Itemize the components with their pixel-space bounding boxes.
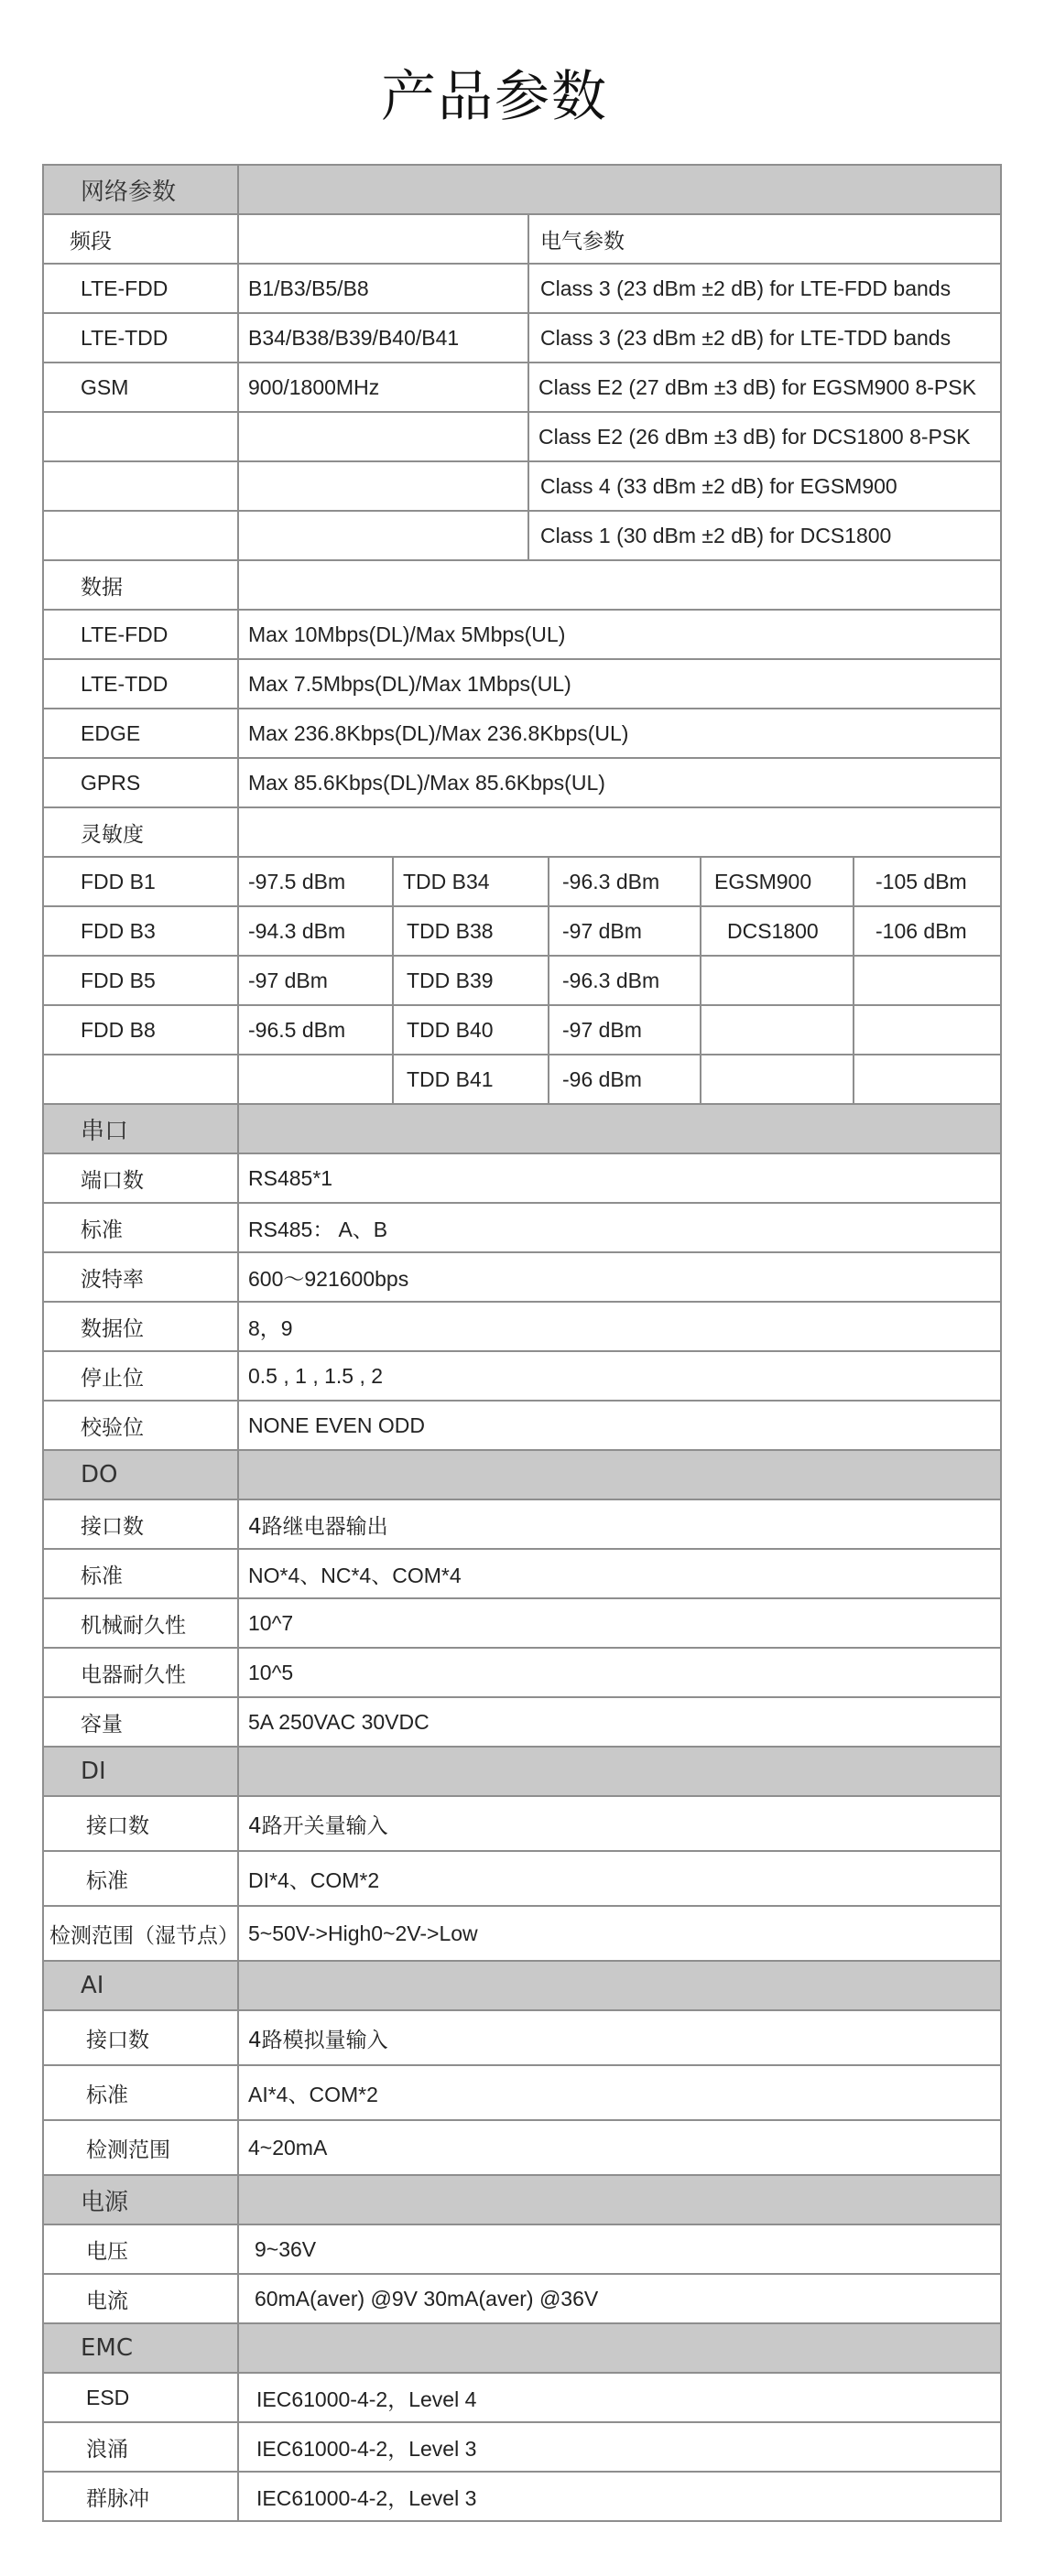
column-divider <box>237 907 239 955</box>
table-row <box>42 1352 1002 1402</box>
table-row <box>42 957 1002 1006</box>
column-divider <box>700 907 701 955</box>
column-divider <box>237 1352 239 1400</box>
param-label: 群脉冲 <box>86 2486 149 2511</box>
param-label: ESD <box>86 2385 130 2409</box>
param-value: RS485*1 <box>248 1165 333 1190</box>
table-row <box>42 363 1002 413</box>
column-divider <box>392 907 394 955</box>
param-value: B1/B3/B5/B8 <box>248 276 369 300</box>
param-label: 电流 <box>86 2289 128 2313</box>
column-divider <box>237 1962 239 2009</box>
column-divider <box>237 1649 239 1696</box>
table-row <box>42 215 1002 265</box>
column-divider <box>392 1055 394 1103</box>
table-row <box>42 413 1002 462</box>
column-divider <box>548 858 549 905</box>
table-row <box>42 1204 1002 1253</box>
param-value: 900/1800MHz <box>248 374 380 399</box>
param-value: Class 4 (33 dBm ±2 dB) for EGSM900 <box>540 473 897 498</box>
param-value: 5A 250VAC 30VDC <box>248 1709 430 1734</box>
param-value: TDD B39 <box>407 968 494 992</box>
table-row <box>42 512 1002 561</box>
section-header-row <box>42 1748 1002 1797</box>
param-label: 浪涌 <box>86 2437 128 2462</box>
param-label: 校验位 <box>81 1415 144 1440</box>
param-value: -97 dBm <box>248 968 328 992</box>
param-value: 4路开关量输入 <box>248 1813 388 1838</box>
param-label: 检测范围 <box>86 2138 170 2162</box>
column-divider <box>237 462 239 510</box>
column-divider <box>237 858 239 905</box>
param-label: 标准 <box>81 1218 123 1242</box>
param-value: IEC61000-4-2，Level 3 <box>256 2485 477 2510</box>
param-value: B34/B38/B39/B40/B41 <box>248 325 460 350</box>
column-divider <box>237 2121 239 2174</box>
param-value: 4路继电器输出 <box>248 1514 388 1539</box>
param-label: 端口数 <box>81 1168 144 1193</box>
param-label: GSM <box>81 374 129 399</box>
param-value: NONE EVEN ODD <box>248 1412 425 1437</box>
table-row <box>42 1006 1002 1055</box>
column-divider <box>237 363 239 411</box>
column-divider <box>700 858 701 905</box>
table-row <box>42 1797 1002 1852</box>
param-label: 停止位 <box>81 1366 144 1391</box>
column-divider <box>237 808 239 856</box>
column-divider <box>700 957 701 1004</box>
table-row <box>42 1852 1002 1907</box>
param-value: TDD B38 <box>407 918 494 943</box>
table-row <box>42 2011 1002 2066</box>
section-title: 网络参数 <box>81 178 177 206</box>
column-divider <box>853 957 854 1004</box>
param-value: Max 7.5Mbps(DL)/Max 1Mbps(UL) <box>248 671 571 696</box>
column-divider <box>237 1797 239 1850</box>
column-divider <box>548 957 549 1004</box>
column-divider <box>700 1006 701 1054</box>
table-row <box>42 1402 1002 1451</box>
table-row <box>42 2423 1002 2473</box>
section-header-row <box>42 1451 1002 1500</box>
spec-table <box>42 164 1002 2522</box>
param-value: 电气参数 <box>540 229 625 254</box>
column-divider <box>237 1055 239 1103</box>
column-divider <box>853 1006 854 1054</box>
column-divider <box>392 957 394 1004</box>
param-value: -105 dBm <box>875 869 967 893</box>
column-divider <box>700 1055 701 1103</box>
param-value: 600～921600bps <box>248 1266 409 1291</box>
table-row <box>42 858 1002 907</box>
param-value: 5~50V->High0~2V->Low <box>248 1921 478 1945</box>
column-divider <box>237 2275 239 2322</box>
column-divider <box>237 265 239 312</box>
column-divider <box>527 314 529 362</box>
param-label: LTE-FDD <box>81 622 169 646</box>
column-divider <box>237 1006 239 1054</box>
section-header-row <box>42 1105 1002 1154</box>
table-row <box>42 2374 1002 2423</box>
param-value: Max 10Mbps(DL)/Max 5Mbps(UL) <box>248 622 566 646</box>
column-divider <box>237 2011 239 2064</box>
column-divider <box>237 1852 239 1905</box>
column-divider <box>237 2176 239 2224</box>
param-label: 电器耐久性 <box>81 1662 186 1687</box>
section-title: AI <box>81 1972 104 1999</box>
column-divider <box>237 2225 239 2273</box>
column-divider <box>237 2066 239 2119</box>
section-title: DO <box>81 1461 118 1488</box>
param-value: 0.5 , 1 , 1.5 , 2 <box>248 1363 384 1388</box>
column-divider <box>237 1550 239 1597</box>
param-label: EDGE <box>81 720 141 745</box>
param-label: 波特率 <box>81 1267 144 1292</box>
param-value: TDD B40 <box>407 1017 494 1042</box>
column-divider <box>237 1105 239 1153</box>
section-header-row <box>42 1962 1002 2011</box>
column-divider <box>237 1748 239 1795</box>
param-value: 8，9 <box>248 1315 293 1340</box>
table-row <box>42 1303 1002 1352</box>
param-value: -96.3 dBm <box>562 968 660 992</box>
param-value: Max 85.6Kbps(DL)/Max 85.6Kbps(UL) <box>248 770 605 795</box>
param-label: LTE-TDD <box>81 671 169 696</box>
param-value: -97.5 dBm <box>248 869 346 893</box>
column-divider <box>853 907 854 955</box>
param-value: TDD B41 <box>407 1066 494 1091</box>
param-label: 标准 <box>81 1564 123 1588</box>
column-divider <box>527 265 529 312</box>
param-value: IEC61000-4-2，Level 3 <box>256 2436 477 2461</box>
column-divider <box>237 1154 239 1202</box>
param-label: 数据 <box>81 575 123 600</box>
column-divider <box>237 2423 239 2471</box>
param-value: -96.3 dBm <box>562 869 660 893</box>
param-value: -97 dBm <box>562 918 642 943</box>
table-row <box>42 2225 1002 2275</box>
column-divider <box>527 512 529 559</box>
param-value: 60mA(aver) @9V 30mA(aver) @36V <box>255 2286 599 2311</box>
param-value: Class 3 (23 dBm ±2 dB) for LTE-FDD bands <box>540 276 952 300</box>
param-value: 4~20mA <box>248 2135 328 2159</box>
column-divider <box>237 2473 239 2520</box>
column-divider <box>237 957 239 1004</box>
param-label: 电压 <box>86 2239 128 2264</box>
column-divider <box>237 2324 239 2372</box>
param-label: 接口数 <box>86 2028 149 2052</box>
param-value: -96 dBm <box>562 1066 642 1091</box>
table-row <box>42 2473 1002 2522</box>
column-divider <box>527 215 529 263</box>
column-divider <box>548 1055 549 1103</box>
table-row <box>42 462 1002 512</box>
column-divider <box>237 314 239 362</box>
column-divider <box>548 907 549 955</box>
param-value: -97 dBm <box>562 1017 642 1042</box>
param-value: EGSM900 <box>714 869 812 893</box>
table-row <box>42 660 1002 709</box>
section-header-row <box>42 164 1002 215</box>
column-divider <box>853 858 854 905</box>
table-row <box>42 709 1002 759</box>
param-label: LTE-TDD <box>81 325 169 350</box>
param-label: 检测范围（湿节点） <box>49 1923 239 1948</box>
section-title: DI <box>81 1758 106 1785</box>
table-row <box>42 611 1002 660</box>
table-row <box>42 265 1002 314</box>
param-value: -94.3 dBm <box>248 918 346 943</box>
param-label: FDD B3 <box>81 918 156 943</box>
column-divider <box>237 413 239 460</box>
column-divider <box>237 709 239 757</box>
param-value: Max 236.8Kbps(DL)/Max 236.8Kbps(UL) <box>248 720 629 745</box>
column-divider <box>392 858 394 905</box>
param-value: 9~36V <box>255 2236 317 2261</box>
table-row <box>42 2066 1002 2121</box>
param-label: 数据位 <box>81 1316 144 1341</box>
column-divider <box>527 462 529 510</box>
column-divider <box>237 1451 239 1499</box>
column-divider <box>237 611 239 658</box>
param-value: Class 3 (23 dBm ±2 dB) for LTE-TDD bands <box>540 325 952 350</box>
param-label: 灵敏度 <box>81 822 144 847</box>
param-value: IEC61000-4-2，Level 4 <box>256 2387 477 2411</box>
table-row <box>42 1154 1002 1204</box>
param-value: NO*4、NC*4、COM*4 <box>248 1563 462 1587</box>
column-divider <box>527 413 529 460</box>
column-divider <box>237 166 239 213</box>
param-label: 机械耐久性 <box>81 1613 186 1638</box>
param-label: FDD B1 <box>81 869 156 893</box>
param-label: 标准 <box>86 2083 128 2107</box>
table-row <box>42 1055 1002 1105</box>
column-divider <box>237 2374 239 2421</box>
table-row <box>42 808 1002 858</box>
param-value: TDD B34 <box>403 869 490 893</box>
param-value: Class E2 (27 dBm ±3 dB) for EGSM900 8-PSK <box>538 374 976 399</box>
column-divider <box>853 1055 854 1103</box>
table-row <box>42 759 1002 808</box>
param-value: 10^5 <box>248 1660 294 1684</box>
param-label: 频段 <box>70 229 112 254</box>
table-row <box>42 314 1002 363</box>
column-divider <box>237 561 239 609</box>
param-value: AI*4、COM*2 <box>248 2082 378 2106</box>
column-divider <box>237 759 239 806</box>
table-row <box>42 1907 1002 1962</box>
table-row <box>42 1253 1002 1303</box>
param-label: 接口数 <box>81 1514 144 1539</box>
table-row <box>42 907 1002 957</box>
table-row <box>42 1698 1002 1748</box>
section-header-row <box>42 2324 1002 2374</box>
table-row <box>42 1599 1002 1649</box>
table-row <box>42 1500 1002 1550</box>
column-divider <box>237 1303 239 1350</box>
param-label: 容量 <box>81 1712 123 1737</box>
param-value: RS485： A、B <box>248 1217 388 1241</box>
param-value: DCS1800 <box>727 918 819 943</box>
param-label: LTE-FDD <box>81 276 169 300</box>
column-divider <box>237 1500 239 1548</box>
column-divider <box>237 1253 239 1301</box>
param-label: GPRS <box>81 770 141 795</box>
param-value: Class E2 (26 dBm ±3 dB) for DCS1800 8-PSK <box>538 424 971 449</box>
section-title: EMC <box>81 2334 134 2362</box>
table-row <box>42 1649 1002 1698</box>
table-row <box>42 2121 1002 2176</box>
param-value: -96.5 dBm <box>248 1017 346 1042</box>
column-divider <box>237 215 239 263</box>
param-label: FDD B5 <box>81 968 156 992</box>
column-divider <box>237 1599 239 1647</box>
column-divider <box>392 1006 394 1054</box>
column-divider <box>527 363 529 411</box>
param-value: 4路模拟量输入 <box>248 2028 388 2052</box>
section-title: 串口 <box>81 1117 129 1145</box>
param-label: 接口数 <box>86 1813 149 1838</box>
column-divider <box>548 1006 549 1054</box>
section-title: 电源 <box>81 2188 129 2216</box>
param-value: DI*4、COM*2 <box>248 1867 380 1892</box>
column-divider <box>237 660 239 708</box>
table-row <box>42 561 1002 611</box>
page-title: 产品参数 <box>381 65 608 129</box>
column-divider <box>237 1204 239 1251</box>
table-row <box>42 2275 1002 2324</box>
param-value: Class 1 (30 dBm ±2 dB) for DCS1800 <box>540 523 892 547</box>
column-divider <box>237 512 239 559</box>
param-value: 10^7 <box>248 1610 294 1635</box>
column-divider <box>237 1698 239 1746</box>
column-divider <box>237 1402 239 1449</box>
param-value: -106 dBm <box>875 918 967 943</box>
section-header-row <box>42 2176 1002 2225</box>
param-label: FDD B8 <box>81 1017 156 1042</box>
param-label: 标准 <box>86 1868 128 1893</box>
table-row <box>42 1550 1002 1599</box>
